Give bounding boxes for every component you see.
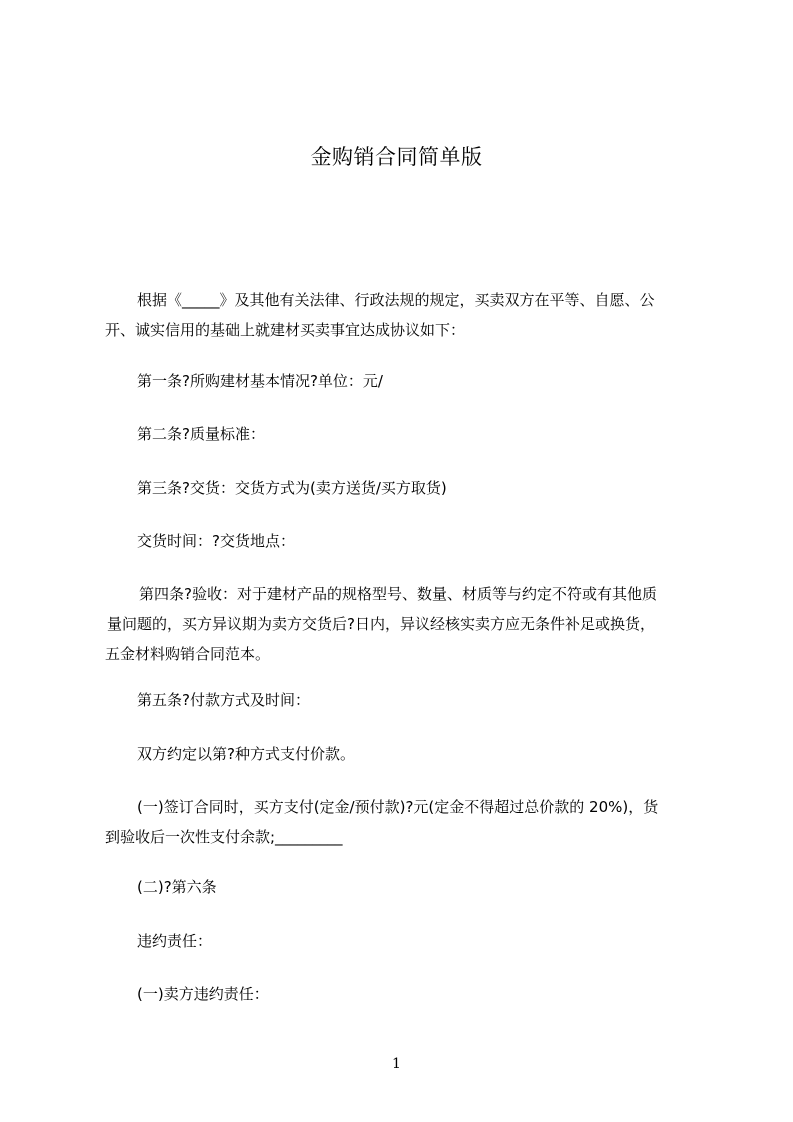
paragraph-breach-liability <box>105 926 705 956</box>
paragraph-payment-method <box>105 739 705 769</box>
paragraph-delivery-time <box>105 526 705 556</box>
paragraph-line: 开、诚实信用的基础上就建材买卖事宜达成协议如下： <box>105 321 466 339</box>
paragraph-line: 第五条?付款方式及时间： <box>137 691 310 709</box>
paragraph-article-1 <box>105 366 705 396</box>
paragraph-preamble <box>105 285 705 345</box>
paragraph-line: 双方约定以第?种方式支付价款。 <box>137 745 355 763</box>
paragraph-line: 量问题的，买方异议期为卖方交货后?日内，异议经核实卖方应无条件补足或换货， <box>107 615 655 633</box>
paragraph-line: 第三条?交货：交货方式为(卖方送货/买方取货) <box>137 479 447 497</box>
paragraph-article-3 <box>105 473 705 503</box>
paragraph-line: 根据《_____》及其他有关法律、行政法规的规定，买卖双方在平等、自愿、公 <box>137 291 655 309</box>
paragraph-seller-liability <box>105 979 705 1009</box>
paragraph-line: 交货时间：?交货地点： <box>137 532 295 550</box>
paragraph-article-4 <box>105 579 705 669</box>
paragraph-line: 违约责任： <box>137 932 213 950</box>
paragraph-article-2 <box>105 419 705 449</box>
paragraph-line: 五金材料购销合同范本。 <box>105 645 271 663</box>
paragraph-line: 第二条?质量标准： <box>137 425 265 443</box>
paragraph-line: (二)?第六条 <box>137 878 217 896</box>
paragraph-article-5 <box>105 685 705 715</box>
document-title: 金购销合同简单版 <box>310 145 483 169</box>
paragraph-line: 到验收后一次性支付余款;_________ <box>105 828 343 846</box>
paragraph-line: (一)卖方违约责任： <box>137 985 269 1003</box>
paragraph-payment-option-2 <box>105 872 705 902</box>
paragraph-line: 第一条?所购建材基本情况?单位：元/ <box>137 372 383 390</box>
page-number: 1 <box>392 1056 401 1072</box>
paragraph-payment-option-1 <box>105 792 705 852</box>
paragraph-line: 第四条?验收：对于建材产品的规格型号、数量、材质等与约定不符或有其他质 <box>139 585 657 603</box>
paragraph-line: (一)签订合同时，买方支付(定金/预付款)?元(定金不得超过总价款的 20%)，货 <box>137 798 659 816</box>
